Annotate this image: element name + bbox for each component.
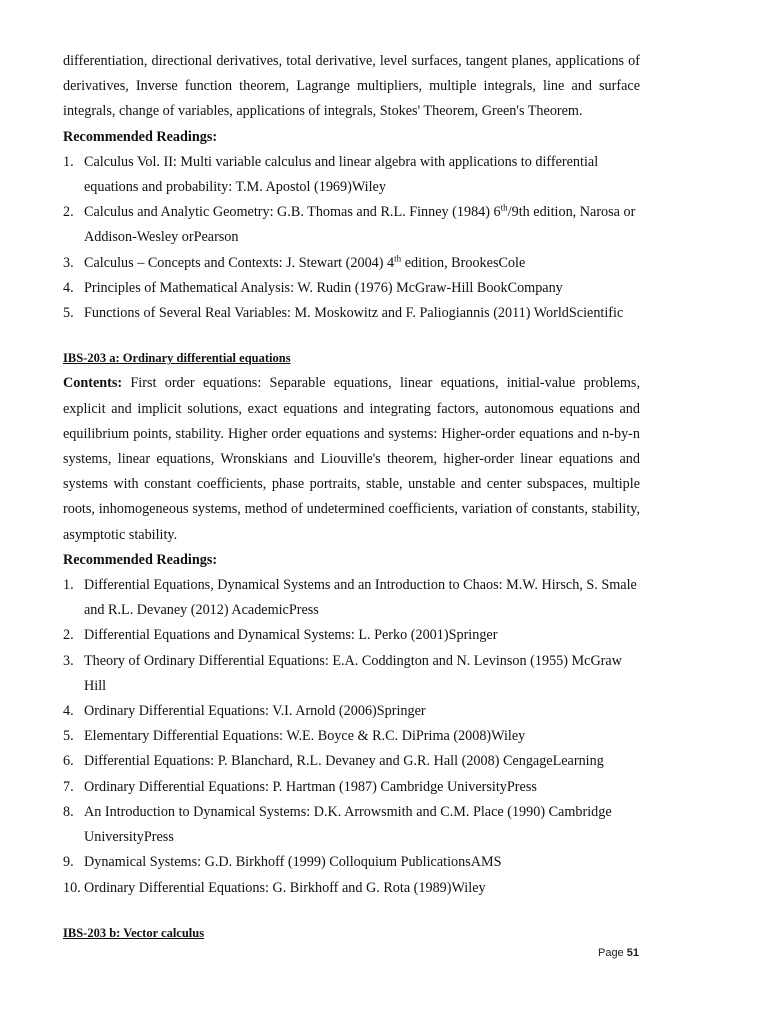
- reading-item: 4. Principles of Mathematical Analysis: W. Rudin (1976) McGraw-Hill BookCompany: [63, 279, 563, 296]
- reading-list: [63, 150, 640, 326]
- page-number: 51: [626, 947, 639, 959]
- reading-item: 10. Ordinary Differential Equations: G. Birkhoff and G. Rota (1989)Wiley: [63, 879, 486, 896]
- readings-heading: Recommended Readings:: [63, 128, 218, 145]
- reading-item: 6. Differential Equations: P. Blanchard, R.L. Devaney and G.R. Hall (2008) CengageLearning: [63, 753, 604, 770]
- contents-continuation: differentiation, directional derivatives, total derivative, level surfaces, tangent planes, applications of derivatives, Inverse function theorem, Lagrange multipliers, multiple integrals, line and surface integrals, change of variables, applications of integrals, Stokes' Theorem, Green's Theorem.: [63, 53, 640, 120]
- course-contents: [63, 371, 640, 547]
- reading-item: 9. Dynamical Systems: G.D. Birkhoff (1999) Colloquium PublicationsAMS: [63, 854, 502, 871]
- contents-text: First order equations: Separable equations, linear equations, initial-value problems, explicit and implicit solutions, exact equations and integrating factors, autonomous equations and equilibrium points, stability. Higher order equations and systems: Higher-order equations and n-by-n systems, linear equations, Wronskians and Liouville's theorem, higher-order linear equations and systems with constant coefficients, phase portraits, stable, unstable and center subspaces, multiple roots, inhomogeneous systems, method of undetermined coefficients, variation of constants, stability, asymptotic stability.: [63, 375, 640, 543]
- reading-list: [63, 573, 640, 901]
- section-gap: [63, 326, 640, 346]
- course-title: IBS-203 a: Ordinary differential equations: [63, 351, 291, 366]
- document-page: [63, 49, 640, 946]
- reading-item: 3. Calculus – Concepts and Contexts: J. Stewart (2004) 4th edition, BrookesCole: [63, 252, 526, 271]
- reading-item: 5. Elementary Differential Equations: W.E. Boyce & R.C. DiPrima (2008)Wiley: [63, 728, 526, 745]
- course-title: IBS-203 b: Vector calculus: [63, 925, 205, 940]
- contents-label: Contents:: [63, 375, 123, 392]
- page-label: Page: [597, 947, 624, 959]
- reading-item: 8. An Introduction to Dynamical Systems: D.K. Arrowsmith and C.M. Place (1990) Cambridge UniversityPress: [63, 803, 612, 846]
- reading-item: 4. Ordinary Differential Equations: V.I. Arnold (2006)Springer: [63, 703, 426, 720]
- reading-item: 1. Differential Equations, Dynamical Systems and an Introduction to Chaos: M.W. Hirsch, S. Smale and R.L. Devaney (2012) AcademicPress: [63, 577, 637, 619]
- reading-item: 2. Differential Equations and Dynamical Systems: L. Perko (2001)Springer: [63, 627, 498, 644]
- readings-heading: Recommended Readings:: [63, 551, 218, 568]
- reading-item: 2. Calculus and Analytic Geometry: G.B. Thomas and R.L. Finney (1984) 6th/9th edition, Narosa or Addison-Wesley orPearson: [63, 202, 636, 246]
- reading-item: 5. Functions of Several Real Variables: M. Moskowitz and F. Paliogiannis (2011) WorldScientific: [63, 305, 624, 322]
- section-gap: [63, 901, 640, 921]
- reading-item: 3. Theory of Ordinary Differential Equations: E.A. Coddington and N. Levinson (1955) McGraw Hill: [63, 652, 622, 694]
- reading-item: 1. Calculus Vol. II: Multi variable calculus and linear algebra with applications to differential equations and probability: T.M. Apostol (1969)Wiley: [63, 153, 599, 196]
- page-footer: [598, 947, 639, 959]
- reading-item: 7. Ordinary Differential Equations: P. Hartman (1987) Cambridge UniversityPress: [63, 778, 537, 795]
